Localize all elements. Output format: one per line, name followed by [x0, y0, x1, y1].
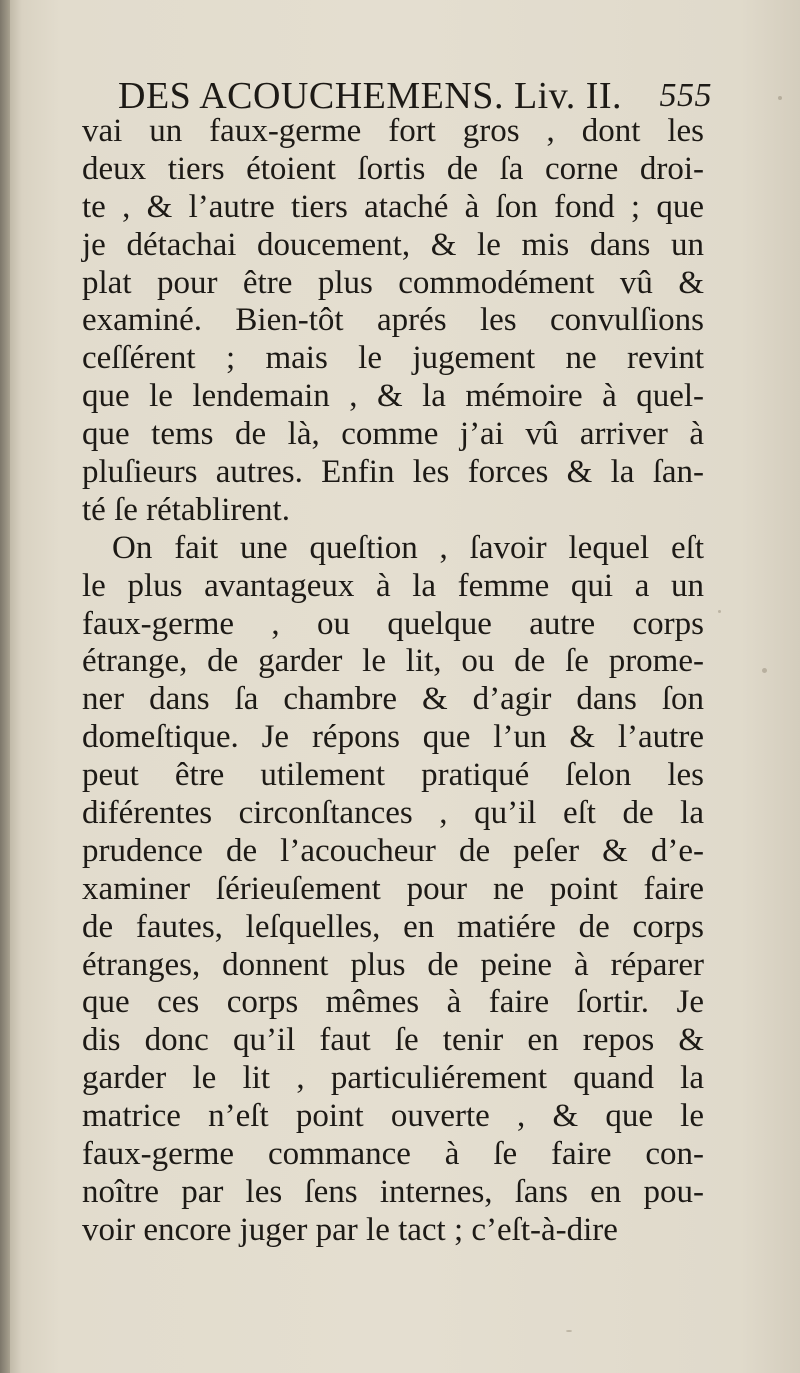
text-line: faux-germe , ou quelque autre corps	[82, 605, 704, 642]
text-line: garder le lit , particuliérement quand la	[82, 1060, 704, 1097]
text-line: ner dans ſa chambre & d’agir dans ſon	[82, 681, 704, 718]
page-number: 555	[659, 77, 712, 114]
text-line: xaminer ſérieuſement pour ne point faire	[82, 870, 704, 907]
text-line: deux tiers étoient ſortis de ſa corne droi-	[82, 150, 704, 187]
text-line: étranges, donnent plus de peine à réparer	[82, 946, 704, 983]
text-line: de fautes, leſquelles, en matiére de corps	[82, 908, 704, 945]
page-gutter	[0, 0, 10, 1373]
body-text	[82, 112, 704, 1249]
text-line: le plus avantageux à la femme qui a un	[82, 567, 704, 604]
text-line: ceſſérent ; mais le jugement ne revint	[82, 340, 704, 377]
foxing-spot	[762, 668, 767, 673]
text-line: étrange, de garder le lit, ou de ſe prome-	[82, 643, 704, 680]
text-line: que tems de là, comme j’ai vû arriver à	[82, 416, 704, 453]
foxing-spot	[778, 96, 782, 100]
text-line: faux-germe commance à ſe faire con-	[82, 1136, 704, 1173]
text-line: examiné. Bien-tôt aprés les convulſions	[82, 302, 704, 339]
text-line: peut être utilement pratiqué ſelon les	[82, 757, 704, 794]
text-line: diférentes circonſtances , qu’il eſt de la	[82, 795, 704, 832]
text-line: té ſe rétablirent.	[82, 491, 290, 528]
text-line: On fait une queſtion , ſavoir lequel eſt	[112, 529, 704, 566]
text-line: dis donc qu’il faut ſe tenir en repos &	[82, 1022, 704, 1059]
text-line: matrice n’eſt point ouverte , & que le	[82, 1098, 704, 1135]
text-line: noître par les ſens internes, ſans en pou-	[82, 1173, 704, 1210]
text-line: te , & l’autre tiers ataché à ſon fond ; que	[82, 188, 704, 225]
text-line: plat pour être plus commodément vû &	[82, 264, 704, 301]
text-line: que ces corps mêmes à faire ſortir. Je	[82, 984, 704, 1021]
text-line: pluſieurs autres. Enfin les forces & la ſan-	[82, 454, 704, 491]
text-line: vai un faux-germe fort gros , dont les	[82, 113, 704, 149]
running-head-title: DES ACOUCHEMENS. Liv. II.	[118, 75, 623, 117]
text-line: je détachai doucement, & le mis dans un	[82, 226, 704, 263]
foxing-spot	[566, 1330, 572, 1332]
text-line: prudence de l’acoucheur de peſer & d’e-	[82, 832, 704, 869]
text-line: voir encore juger par le tact ; c’eſt-à-dire	[82, 1211, 618, 1248]
text-line: que le lendemain , & la mémoire à quel-	[82, 378, 704, 415]
foxing-spot	[718, 610, 721, 613]
text-line: domeſtique. Je répons que l’un & l’autre	[82, 719, 704, 756]
